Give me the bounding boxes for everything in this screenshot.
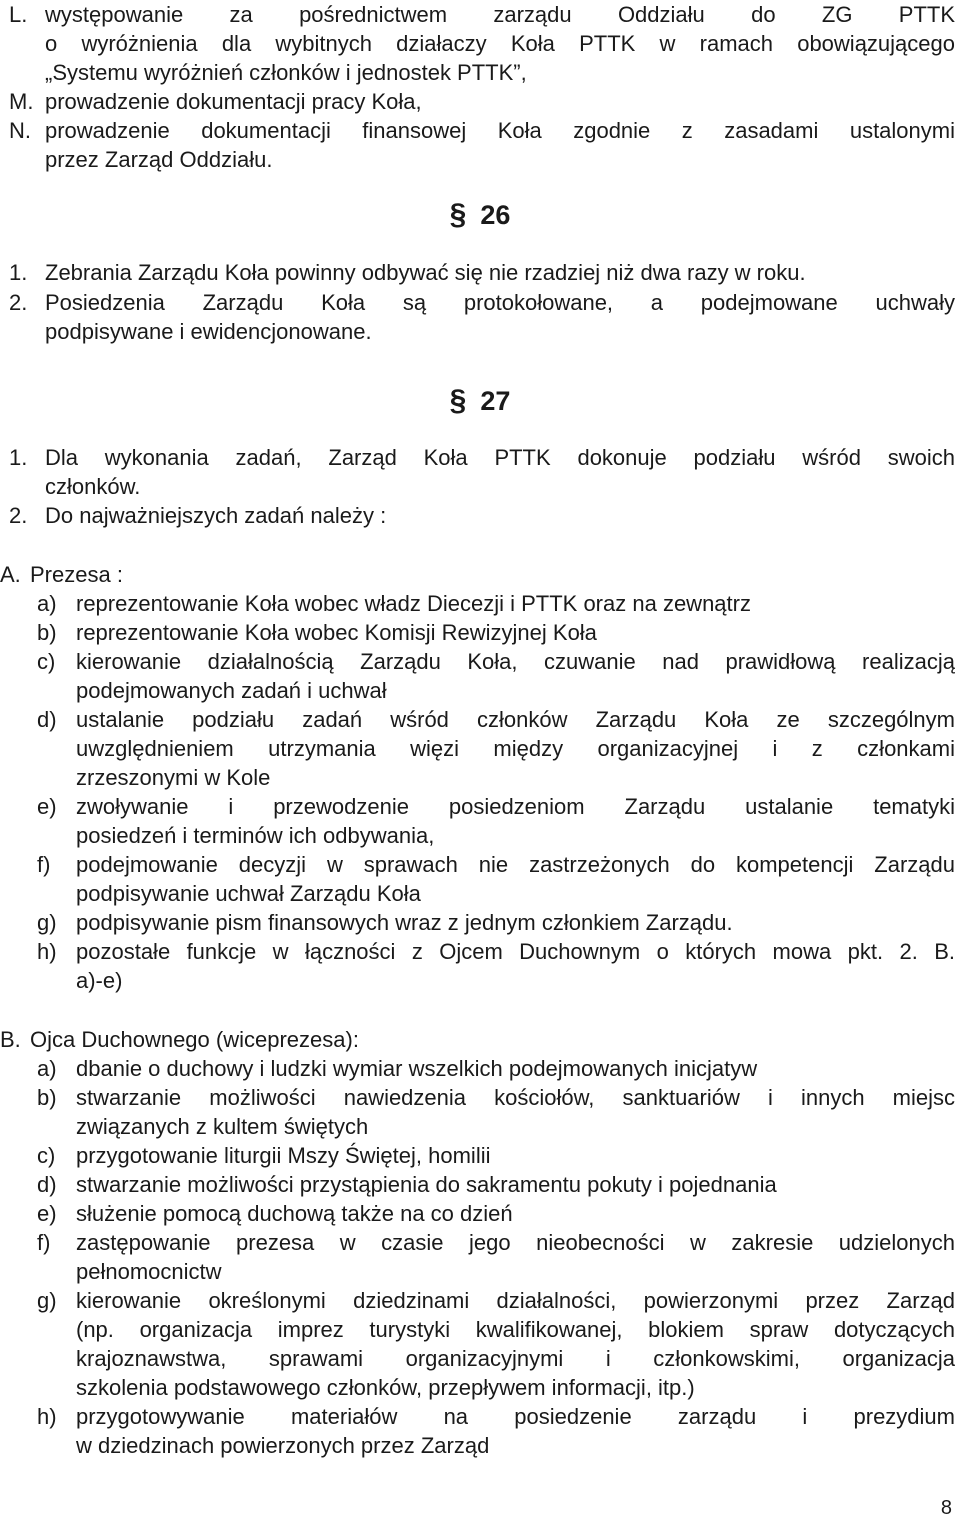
section-symbol: §	[449, 384, 467, 417]
paragraph-line: występowanie za pośrednictwem zarządu Oddziału do ZG PTTK	[45, 2, 955, 27]
item-label: e)	[37, 794, 57, 819]
item-label: b)	[37, 1085, 57, 1110]
item-label: d)	[37, 1172, 57, 1197]
paragraph-line: prowadzenie dokumentacji finansowej Koła zgodnie z zasadami ustalonymi	[45, 118, 955, 143]
item-label: g)	[37, 910, 57, 935]
paragraph-line: przygotowywanie materiałów na posiedzenie zarządu i prezydium	[76, 1404, 955, 1429]
paragraph-line: przygotowanie liturgii Mszy Świętej, homilii	[76, 1143, 491, 1168]
item-label: a)	[37, 1056, 57, 1081]
page-number: 8	[940, 1497, 952, 1519]
paragraph-line: posiedzeń i terminów ich odbywania,	[76, 823, 435, 848]
paragraph-line: stwarzanie możliwości nawiedzenia kościołów, sanktuariów i innych miejsc	[76, 1085, 955, 1110]
item-label: 2.	[9, 503, 28, 528]
paragraph-line: przez Zarząd Oddziału.	[45, 147, 273, 172]
paragraph-line: zwoływanie i przewodzenie posiedzeniom Zarządu ustalanie tematyki	[76, 794, 955, 819]
item-label: b)	[37, 620, 57, 645]
paragraph-line: Dla wykonania zadań, Zarząd Koła PTTK dokonuje podziału wśród swoich	[45, 445, 955, 470]
section-heading	[0, 198, 960, 232]
paragraph-line: reprezentowanie Koła wobec Komisji Rewizyjnej Koła	[76, 620, 597, 645]
paragraph-line: służenie pomocą duchową także na co dzień	[76, 1201, 513, 1226]
paragraph-line: a)-e)	[76, 968, 123, 993]
paragraph-line: (np. organizacja imprez turystyki kwalifikowanej, blokiem spraw dotyczących	[76, 1317, 955, 1342]
paragraph-line: ustalanie podziału zadań wśród członków Zarządu Koła ze szczególnym	[76, 707, 955, 732]
paragraph-line: Ojca Duchownego (wiceprezesa):	[30, 1027, 359, 1052]
item-label: d)	[37, 707, 57, 732]
item-label: a)	[37, 591, 57, 616]
paragraph-line: o wyróżnienia dla wybitnych działaczy Koła PTTK w ramach obowiązującego	[45, 31, 955, 56]
item-label: B.	[0, 1027, 21, 1052]
paragraph-line: podpisywanie uchwał Zarządu Koła	[76, 881, 421, 906]
paragraph-line: Do najważniejszych zadań należy :	[45, 503, 387, 528]
paragraph-line: krajoznawstwa, sprawami organizacyjnymi i członkowskimi, organizacja	[76, 1346, 955, 1371]
paragraph-line: prowadzenie dokumentacji pracy Koła,	[45, 89, 422, 114]
section-number: 26	[480, 200, 511, 230]
item-label: g)	[37, 1288, 57, 1313]
paragraph-line: „Systemu wyróżnień członków i jednostek PTTK”,	[45, 60, 527, 85]
paragraph-line: podejmowanie decyzji w sprawach nie zastrzeżonych do kompetencji Zarządu	[76, 852, 955, 877]
paragraph-line: stwarzanie możliwości przystąpienia do sakramentu pokuty i pojednania	[76, 1172, 777, 1197]
item-label: c)	[37, 1143, 56, 1168]
item-label: 2.	[9, 290, 28, 315]
item-label: f)	[37, 852, 51, 877]
item-label: L.	[9, 2, 28, 27]
item-label: A.	[0, 562, 21, 587]
paragraph-line: Prezesa :	[30, 562, 123, 587]
paragraph-line: podpisywanie pism finansowych wraz z jednym członkiem Zarządu.	[76, 910, 733, 935]
paragraph-line: podejmowanych zadań i uchwał	[76, 678, 387, 703]
item-label: f)	[37, 1230, 51, 1255]
item-label: e)	[37, 1201, 57, 1226]
paragraph-line: kierowanie działalnością Zarządu Koła, czuwanie nad prawidłową realizacją	[76, 649, 955, 674]
paragraph-line: kierowanie określonymi dziedzinami działalności, powierzonymi przez Zarząd	[76, 1288, 955, 1313]
item-label: h)	[37, 1404, 57, 1429]
paragraph-line: pozostałe funkcje w łączności z Ojcem Duchownym o których mowa pkt. 2. B.	[76, 939, 955, 964]
paragraph-line: szkolenia podstawowego członków, przepływem informacji, itp.)	[76, 1375, 695, 1400]
paragraph-line: podpisywane i ewidencjonowane.	[45, 319, 372, 344]
paragraph-line: uwzględnieniem utrzymania więzi między organizacyjnej i z członkami	[76, 736, 955, 761]
paragraph-line: Zebrania Zarządu Koła powinny odbywać się nie rzadziej niż dwa razy w roku.	[45, 260, 806, 285]
item-label: h)	[37, 939, 57, 964]
item-label: M.	[9, 89, 34, 114]
paragraph-line: związanych z kultem świętych	[76, 1114, 369, 1139]
item-label: N.	[9, 118, 31, 143]
paragraph-line: dbanie o duchowy i ludzki wymiar wszelkich podejmowanych inicjatyw	[76, 1056, 758, 1081]
item-label: 1.	[9, 260, 28, 285]
section-symbol: §	[449, 198, 467, 231]
paragraph-line: zrzeszonymi w Kole	[76, 765, 271, 790]
paragraph-line: zastępowanie prezesa w czasie jego nieobecności w zakresie udzielonych	[76, 1230, 955, 1255]
paragraph-line: w dziedzinach powierzonych przez Zarząd	[76, 1433, 490, 1458]
section-heading	[0, 384, 960, 418]
section-number: 27	[480, 386, 511, 416]
paragraph-line: Posiedzenia Zarządu Koła są protokołowane, a podejmowane uchwały	[45, 290, 955, 315]
paragraph-line: reprezentowanie Koła wobec władz Diecezji i PTTK oraz na zewnątrz	[76, 591, 751, 616]
item-label: 1.	[9, 445, 28, 470]
item-label: c)	[37, 649, 56, 674]
paragraph-line: członków.	[45, 474, 141, 499]
paragraph-line: pełnomocnictw	[76, 1259, 222, 1284]
